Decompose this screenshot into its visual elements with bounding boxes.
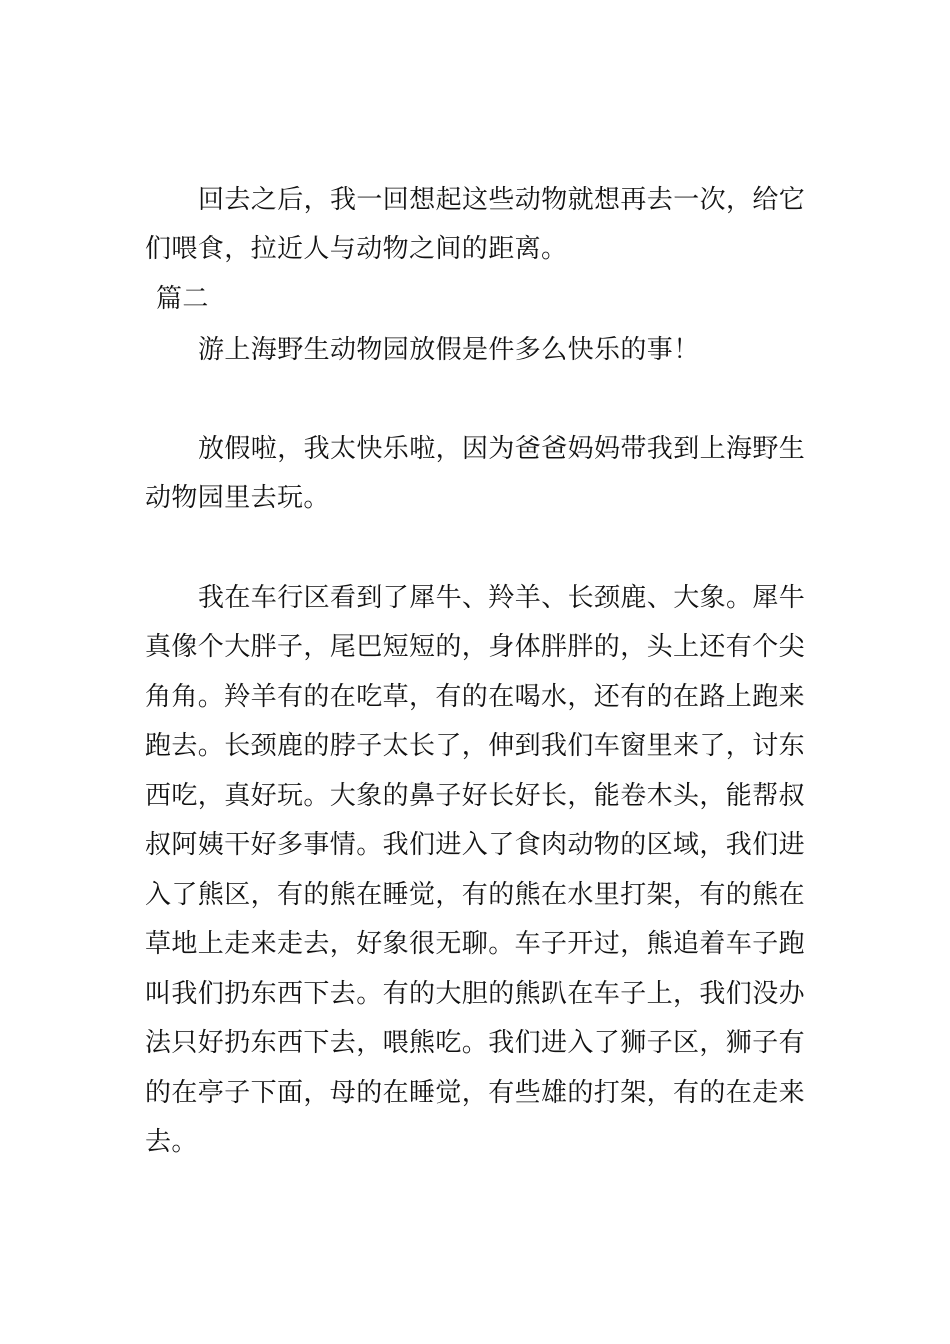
text-line: 游上海野生动物园放假是件多么快乐的事！ [198,335,700,365]
text-line: 西吃，真好玩。大象的鼻子好长好长，能卷木头，能帮叔 [145,781,806,811]
text-line: 法只好扔东西下去，喂熊吃。我们进入了狮子区，狮子有 [145,1028,806,1058]
text-line: 们喂食，拉近人与动物之间的距离。 [145,234,568,264]
text-line: 跑去。长颈鹿的脖子太长了，伸到我们车窗里来了，讨东 [145,731,806,761]
text-line: 的在亭子下面，母的在睡觉，有些雄的打架，有的在走来 [145,1078,806,1108]
text-line: 动物园里去玩。 [145,483,330,513]
section-heading: 篇二 [156,284,209,314]
text-line: 叔阿姨干好多事情。我们进入了食肉动物的区域，我们进 [145,830,806,860]
text-line: 回去之后，我一回想起这些动物就想再去一次，给它 [198,185,806,215]
text-line: 入了熊区，有的熊在睡觉，有的熊在水里打架，有的熊在 [145,880,806,910]
text-line: 我在车行区看到了犀牛、羚羊、长颈鹿、大象。犀牛 [198,583,806,613]
text-line: 去。 [145,1127,198,1157]
text-line: 真像个大胖子，尾巴短短的，身体胖胖的，头上还有个尖 [145,632,806,662]
text-line: 草地上走来走去，好象很无聊。车子开过，熊追着车子跑 [145,929,806,959]
text-line: 叫我们扔东西下去。有的大胆的熊趴在车子上，我们没办 [145,979,806,1009]
text-line: 角角。羚羊有的在吃草，有的在喝水，还有的在路上跑来 [145,682,806,712]
text-line: 放假啦，我太快乐啦，因为爸爸妈妈带我到上海野生 [198,434,806,464]
